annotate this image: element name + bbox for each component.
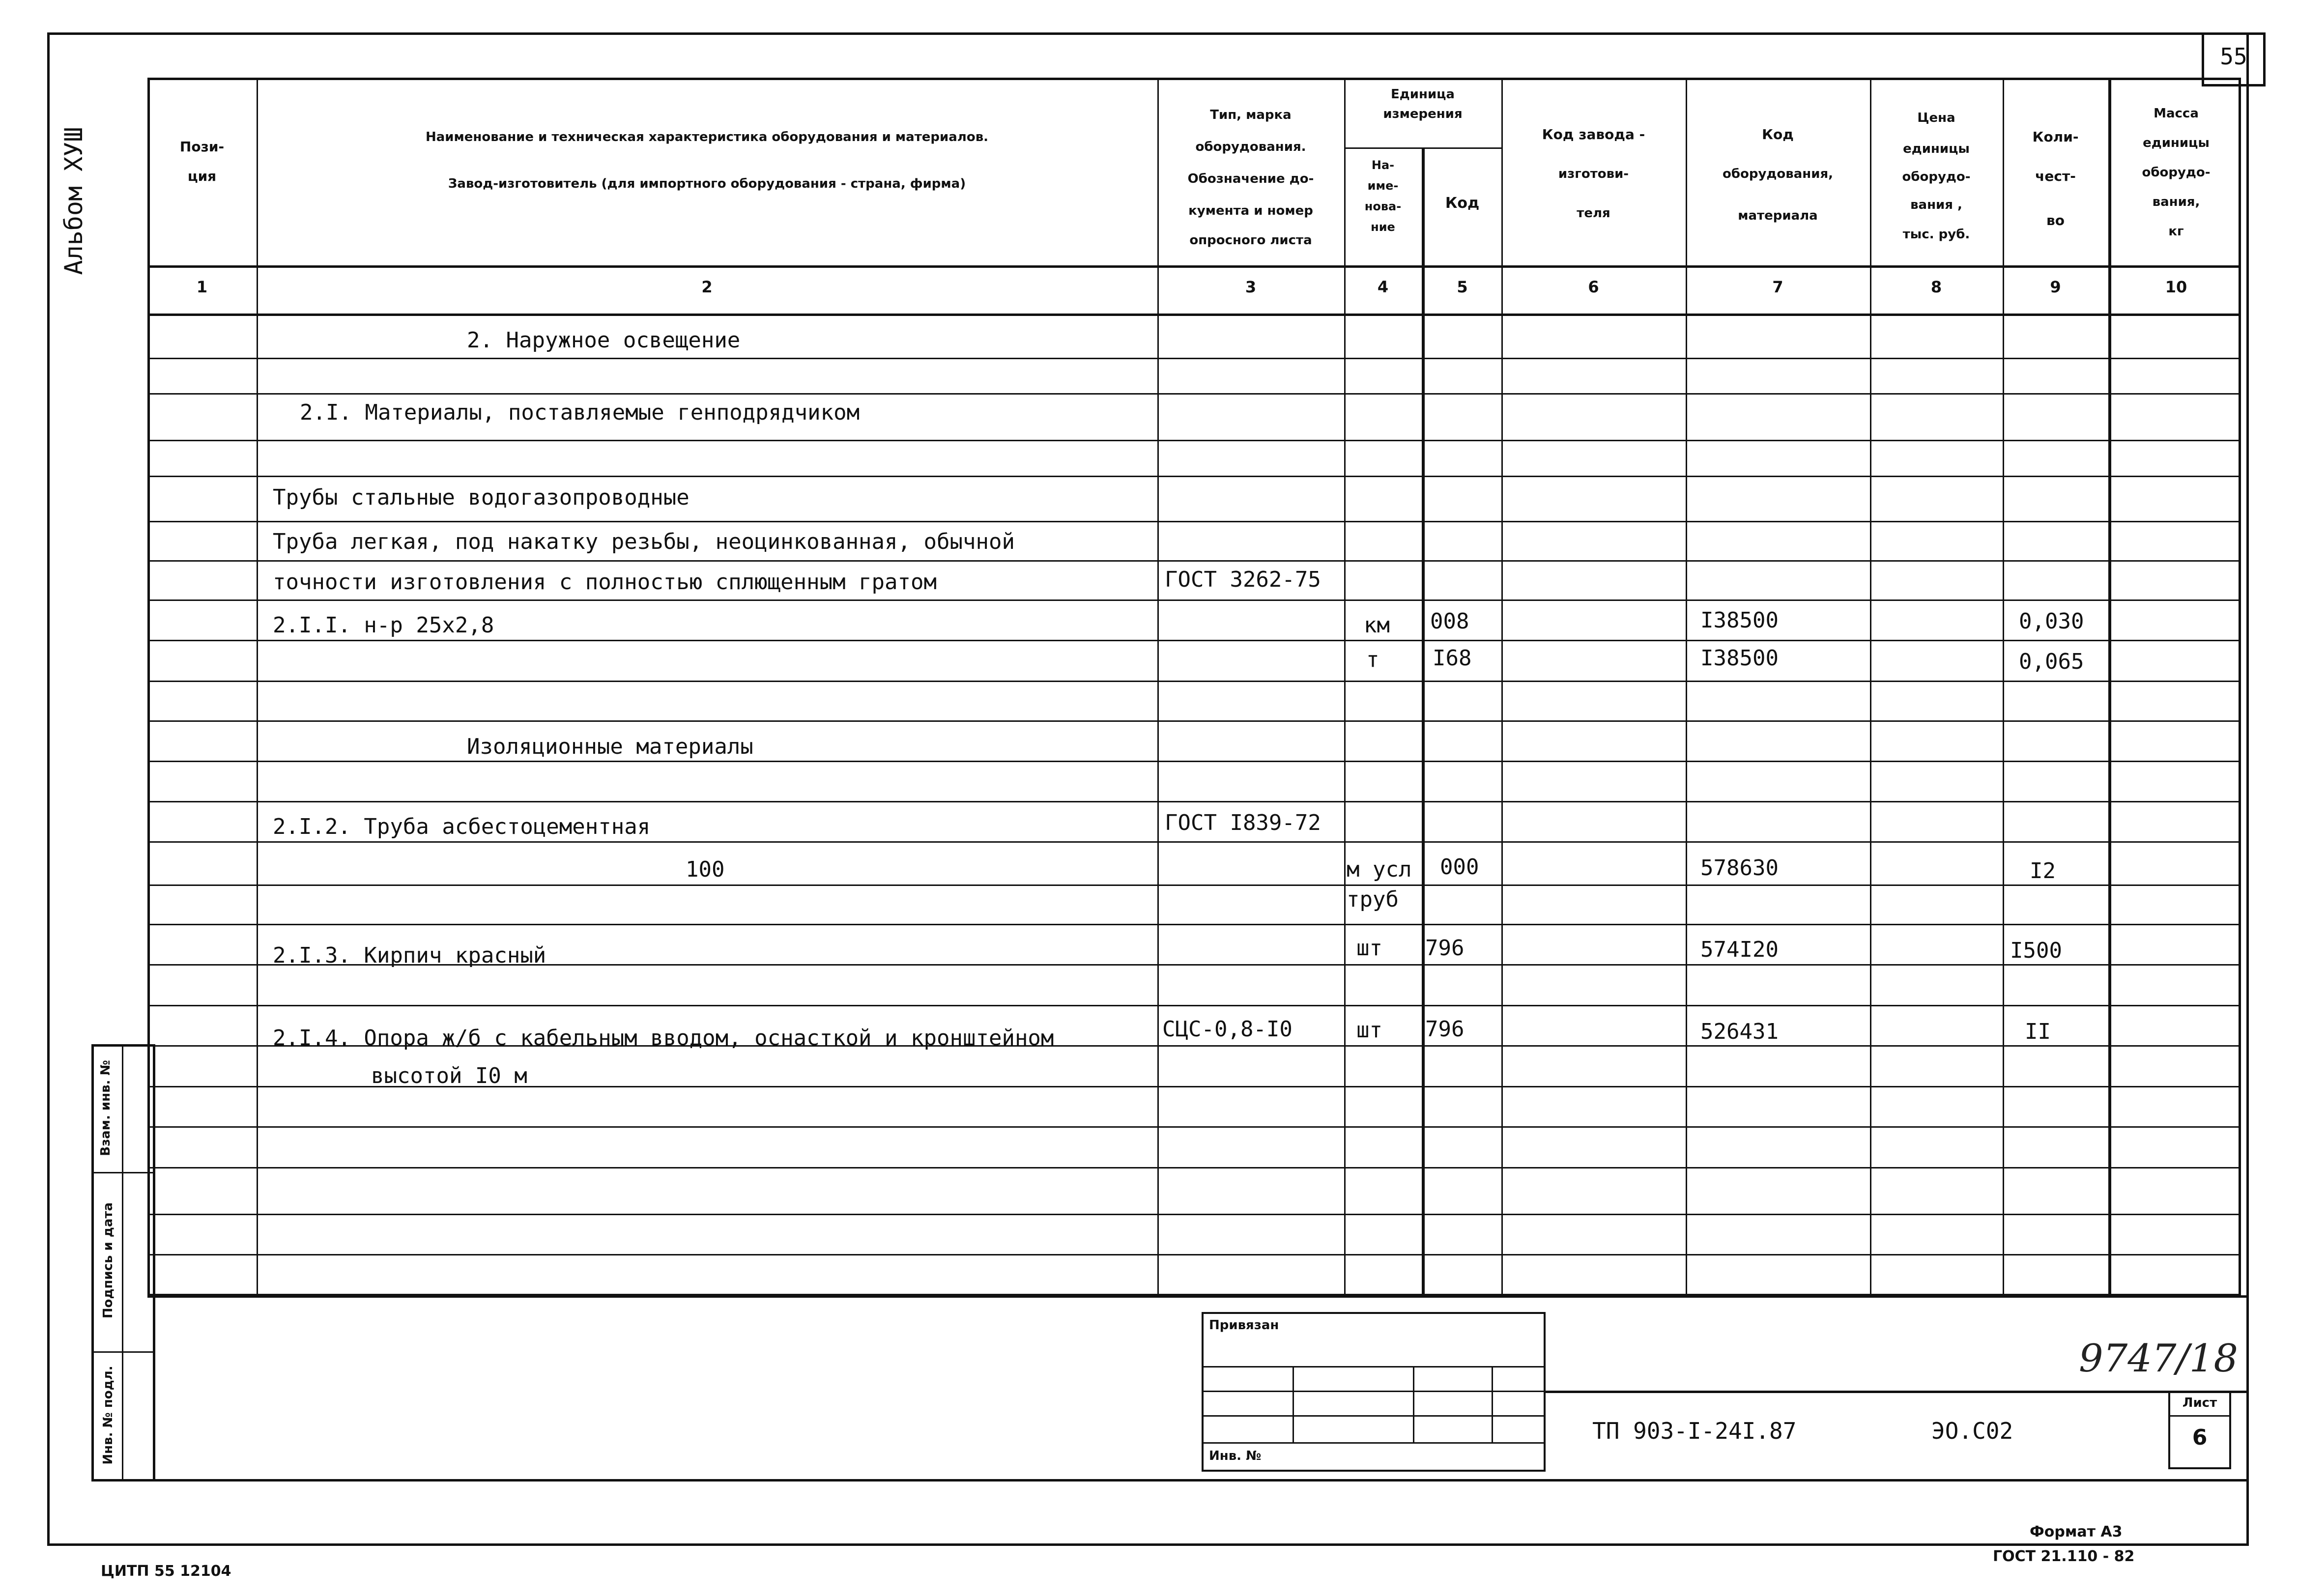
- col-line-9: [2108, 78, 2111, 1296]
- item-unit: труб: [1347, 887, 1399, 912]
- header-price-4: вания ,: [1910, 198, 1962, 212]
- header-bottom-line: [147, 265, 2241, 268]
- column-number: 6: [1588, 278, 1599, 296]
- header-type-2: оборудования.: [1195, 140, 1306, 154]
- item-unit: км: [1364, 613, 1390, 638]
- item-doc: СЦС-0,8-I0: [1162, 1017, 1293, 1042]
- item-quantity: I2: [2030, 858, 2056, 884]
- privyazan-col: [1413, 1366, 1414, 1442]
- header-unit-group-2: измерения: [1383, 107, 1463, 121]
- item-unit-code: 796: [1425, 1017, 1465, 1042]
- item-unit: шт: [1356, 1018, 1382, 1043]
- col-line-5: [1501, 78, 1503, 1296]
- item-name: Труба легкая, под накатку резьбы, неоцинкованная, обычной: [273, 529, 1015, 554]
- footer-gost: ГОСТ 21.110 - 82: [1993, 1548, 2135, 1565]
- header-position-2: ция: [187, 168, 217, 184]
- header-price-2: единицы: [1903, 142, 1970, 156]
- item-material-code: I38500: [1700, 608, 1779, 633]
- col-line-4: [1422, 147, 1425, 1296]
- row-line: [147, 393, 2241, 395]
- header-factory-2: изготови-: [1558, 167, 1629, 181]
- row-line: [147, 801, 2241, 802]
- item-unit: шт: [1356, 936, 1382, 961]
- row-line: [147, 560, 2241, 562]
- header-unit-name-3: нова-: [1364, 200, 1402, 213]
- item-name: 2.I.4. Опора ж/б с кабельным вводом, оснасткой и кронштейном: [273, 1026, 1054, 1051]
- title-block-line: [1546, 1391, 2249, 1393]
- privyazan-line: [1202, 1391, 1546, 1392]
- row-line: [147, 476, 2241, 477]
- item-unit-code: 000: [1440, 855, 1479, 880]
- item-doc: ГОСТ 3262-75: [1165, 567, 1321, 592]
- item-quantity: II: [2025, 1019, 2051, 1044]
- row-line: [147, 924, 2241, 925]
- row-line: [147, 884, 2241, 886]
- item-material-code: 574I20: [1700, 937, 1779, 962]
- item-material-code: 526431: [1700, 1019, 1779, 1044]
- row-line: [147, 1126, 2241, 1128]
- stamp-bottom-line: [147, 1479, 2249, 1482]
- column-number: 5: [1457, 278, 1468, 296]
- item-name: высотой I0 м: [371, 1063, 527, 1088]
- side-stamp-signature: Подпись и дата: [101, 1202, 115, 1319]
- header-mass-3: оборудо-: [2142, 165, 2211, 180]
- column-number: 4: [1377, 278, 1389, 296]
- item-name: Трубы стальные водогазопроводные: [273, 485, 689, 510]
- footer-format: Формат А3: [2030, 1523, 2123, 1540]
- column-number: 7: [1772, 278, 1783, 296]
- col-line-8: [2003, 78, 2004, 1296]
- numbers-row-bottom-line: [147, 314, 2241, 316]
- row-line: [147, 440, 2241, 441]
- row-line: [147, 1254, 2241, 1255]
- col-line-6: [1686, 78, 1687, 1296]
- privyazan-label: Привязан: [1209, 1318, 1279, 1333]
- header-material-code-2: оборудования,: [1722, 167, 1834, 181]
- privyazan-line: [1202, 1442, 1546, 1444]
- item-doc: ГОСТ I839-72: [1165, 810, 1321, 835]
- header-name-2: Завод-изготовитель (для импортного оборудования - страна, фирма): [448, 176, 966, 191]
- item-quantity: 0,030: [2019, 609, 2084, 634]
- header-mass-4: вания,: [2152, 195, 2200, 209]
- header-unit-name-2: име-: [1367, 179, 1399, 193]
- side-stamp-line: [91, 1172, 155, 1173]
- column-number: 8: [1930, 278, 1942, 296]
- header-type-4: кумента и номер: [1188, 203, 1313, 218]
- item-unit-code: 796: [1425, 936, 1465, 961]
- album-label: Альбом XУШ: [59, 127, 88, 275]
- header-quantity-1: Коли-: [2032, 129, 2079, 145]
- col-line-2: [1157, 78, 1159, 1296]
- header-material-code-1: Код: [1762, 126, 1794, 142]
- sheet-label: Лист: [2182, 1396, 2217, 1410]
- footer-left-code: ЦИТП 55 12104: [101, 1563, 231, 1580]
- sheet-box-line: [2168, 1415, 2231, 1417]
- item-quantity: 0,065: [2019, 649, 2084, 674]
- sheet-number: 6: [2192, 1425, 2208, 1450]
- item-quantity: I500: [2010, 938, 2062, 963]
- row-line: [147, 521, 2241, 522]
- row-line: [147, 358, 2241, 359]
- row-line: [147, 1214, 2241, 1215]
- row-line: [147, 841, 2241, 843]
- item-name: 2.I.2. Труба асбестоцементная: [273, 814, 651, 839]
- item-unit-code: I68: [1433, 646, 1472, 671]
- inv-number-label: Инв. №: [1209, 1449, 1262, 1463]
- header-factory-1: Код завода -: [1542, 126, 1645, 142]
- subsection-title: 2.I. Материалы, поставляемые генподрядчиком: [300, 400, 860, 425]
- header-mass-2: единицы: [2143, 136, 2210, 150]
- header-quantity-2: чест-: [2035, 168, 2076, 184]
- item-unit-code: 008: [1430, 609, 1469, 634]
- row-line: [147, 1167, 2241, 1168]
- item-name: 2.I.I. н-р 25х2,8: [273, 613, 494, 638]
- document-code: ТП 903-I-24I.87: [1592, 1418, 1797, 1444]
- main-table-frame: [147, 78, 2241, 1296]
- item-material-code: I38500: [1700, 646, 1779, 671]
- header-type-1: Тип, марка: [1210, 108, 1292, 122]
- header-type-5: опросного листа: [1189, 233, 1312, 248]
- header-material-code-3: материала: [1738, 208, 1818, 223]
- column-number: 2: [701, 278, 713, 296]
- header-type-3: Обозначение до-: [1187, 171, 1314, 186]
- row-line: [147, 599, 2241, 601]
- header-price-3: оборудо-: [1902, 170, 1971, 184]
- col-line-1: [257, 78, 258, 1296]
- column-number: 10: [2165, 278, 2187, 296]
- unit-group-line: [1344, 147, 1501, 149]
- item-name: 2.I.3. Кирпич красный: [273, 943, 546, 968]
- header-unit-group-1: Единица: [1391, 87, 1455, 102]
- side-stamp-replace-inv: Взам. инв. №: [98, 1060, 113, 1156]
- page-number: 55: [2220, 43, 2247, 70]
- item-unit: т: [1366, 647, 1379, 672]
- row-line: [147, 720, 2241, 722]
- header-position-1: Пози-: [179, 139, 225, 155]
- col-line-3: [1344, 78, 1346, 1296]
- header-mass-1: Масса: [2154, 106, 2199, 121]
- handwritten-number: 9747/18: [2079, 1337, 2239, 1381]
- privyazan-line: [1202, 1415, 1546, 1417]
- privyazan-line: [1202, 1366, 1546, 1368]
- side-stamp-inv-original: Инв. № подл.: [101, 1366, 115, 1465]
- section-title: Изоляционные материалы: [467, 734, 753, 759]
- column-number: 1: [196, 278, 208, 296]
- section-title: 2. Наружное освещение: [467, 328, 741, 353]
- header-name-1: Наименование и техническая характеристика оборудования и материалов.: [425, 130, 989, 144]
- row-line: [147, 681, 2241, 682]
- privyazan-col: [1492, 1366, 1493, 1442]
- header-factory-3: теля: [1577, 206, 1610, 221]
- document-suffix: ЭО.С02: [1931, 1418, 2013, 1444]
- row-line: [147, 640, 2241, 641]
- row-line: [147, 1005, 2241, 1006]
- header-price-5: тыс. руб.: [1902, 227, 1970, 242]
- item-material-code: 578630: [1700, 855, 1779, 881]
- column-number: 9: [2050, 278, 2061, 296]
- header-quantity-3: во: [2046, 212, 2065, 228]
- header-unit-name-4: ние: [1371, 220, 1395, 234]
- privyazan-col: [1293, 1366, 1294, 1442]
- header-unit-name-1: На-: [1371, 158, 1395, 172]
- header-unit-code: Код: [1445, 195, 1480, 212]
- item-name: 100: [686, 857, 725, 882]
- header-mass-5: кг: [2168, 224, 2184, 239]
- stamp-top-line: [147, 1295, 2249, 1298]
- header-price-1: Цена: [1917, 111, 1955, 125]
- row-line: [147, 761, 2241, 762]
- column-number: 3: [1245, 278, 1257, 296]
- item-name: точности изготовления с полностью сплющенным гратом: [273, 570, 937, 595]
- item-unit: м усл: [1347, 857, 1412, 882]
- side-stamp-col: [122, 1044, 123, 1482]
- col-line-7: [1870, 78, 1871, 1296]
